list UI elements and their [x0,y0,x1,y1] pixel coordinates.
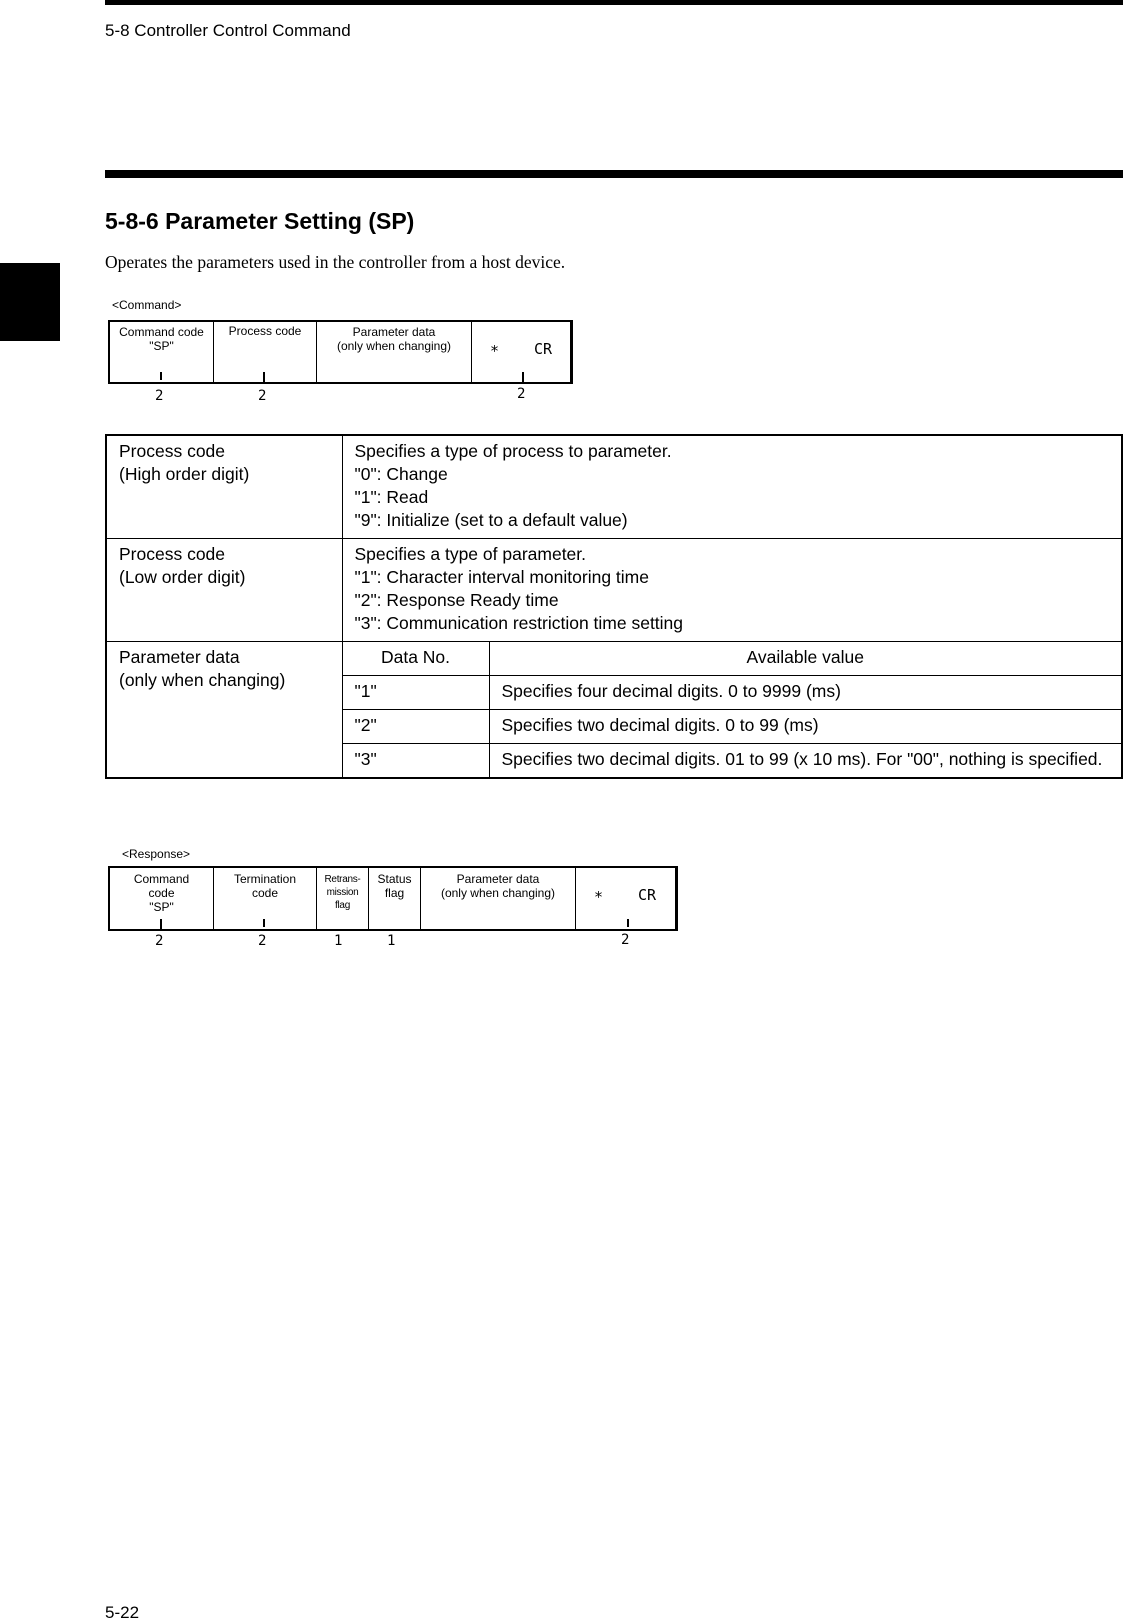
description-line: Specifies a type of process to parameter. [354,441,672,461]
status-flag-cell [369,868,421,929]
row-label [106,539,342,642]
response-frame [108,866,678,931]
size-tick [160,919,162,931]
status-flag-label: Status [377,872,412,886]
command-label: <Command> [112,298,182,312]
row-label [106,435,342,539]
size-tick [522,372,524,384]
parameter-data-label: Parameter data [456,872,540,886]
description-line: Specifies a type of parameter. [354,544,587,564]
process-code-label: Process code [228,324,302,338]
asterisk-symbol: * [490,342,500,360]
termination-code-label: Termination [233,872,297,886]
row-label-line: Process code [119,441,226,461]
process-code-cell [214,322,317,382]
command-code-label: code [148,886,175,900]
column-header-available-value: Available value [489,642,1122,676]
description-line: "9": Initialize (set to a default value) [354,510,628,530]
retransmission-flag-label: flag [335,900,350,911]
terminator-cell [576,868,676,929]
response-label: <Response> [122,847,191,861]
parameter-data-note: (only when changing) [440,886,556,900]
row-label-line: Parameter data [119,647,240,667]
parameter-data-label: Parameter data [352,325,436,339]
table-row [106,642,1122,676]
available-value-cell: Specifies two decimal digits. 01 to 99 (x 10 ms). For "00", nothing is specified. [489,744,1122,779]
description-line: "0": Change [354,464,448,484]
row-label-line: (High order digit) [119,464,250,484]
section-rule [105,170,1123,178]
asterisk-symbol: * [594,888,604,906]
parameter-spec-table [105,434,1123,779]
size-label: 2 [155,933,164,949]
top-rule [105,0,1123,5]
description-line: "2": Response Ready time [354,590,559,610]
description-line: "1": Character interval monitoring time [354,567,649,587]
column-header-data-no: Data No. [342,642,489,676]
size-tick [263,919,265,927]
description-line: "3": Communication restriction time setting [354,613,684,633]
command-code-value: "SP" [149,900,174,914]
size-label: 2 [517,386,526,402]
termination-code-cell [214,868,317,929]
termination-code-label: code [251,886,279,900]
row-label-line: (only when changing) [119,670,286,690]
retransmission-flag-label: Retrans- [324,874,361,885]
section-intro: Operates the parameters used in the controller from a host device. [105,252,566,272]
table-row [106,539,1122,642]
command-code-cell [110,322,214,382]
command-code-cell [110,868,214,929]
command-code-value: "SP" [149,339,174,353]
command-code-label: Command code [119,325,204,339]
chapter-tab-marker [0,263,60,341]
size-tick [627,919,629,927]
command-code-label: Command [133,872,190,886]
size-label: 2 [155,388,164,404]
size-tick [160,372,162,380]
parameter-data-cell [421,868,576,929]
size-label: 1 [387,933,396,949]
size-label: 2 [258,388,267,404]
command-frame [108,320,573,384]
data-no-cell: "3" [342,744,489,779]
parameter-data-cell [317,322,472,382]
size-label: 2 [258,933,267,949]
row-label-line: (Low order digit) [119,567,246,587]
row-description [342,435,1122,539]
available-value-cell: Specifies four decimal digits. 0 to 9999 (ms) [489,676,1122,710]
retransmission-flag-cell [317,868,369,929]
page-number: 5-22 [105,1603,140,1622]
running-head: 5-8 Controller Control Command [105,21,351,40]
description-line: "1": Read [354,487,429,507]
retransmission-flag-label: mission [326,887,359,898]
size-label: 2 [621,932,630,948]
cr-symbol: CR [638,886,657,904]
table-row [106,435,1122,539]
section-title: 5-8-6 Parameter Setting (SP) [105,208,415,234]
size-tick [263,372,265,384]
data-no-cell: "2" [342,710,489,744]
cr-symbol: CR [534,340,553,358]
parameter-data-note: (only when changing) [336,339,452,353]
status-flag-label: flag [384,886,405,900]
row-label-line: Process code [119,544,226,564]
available-value-cell: Specifies two decimal digits. 0 to 99 (ms) [489,710,1122,744]
data-no-cell: "1" [342,676,489,710]
row-description [342,539,1122,642]
row-label [106,642,342,779]
size-label: 1 [334,933,343,949]
